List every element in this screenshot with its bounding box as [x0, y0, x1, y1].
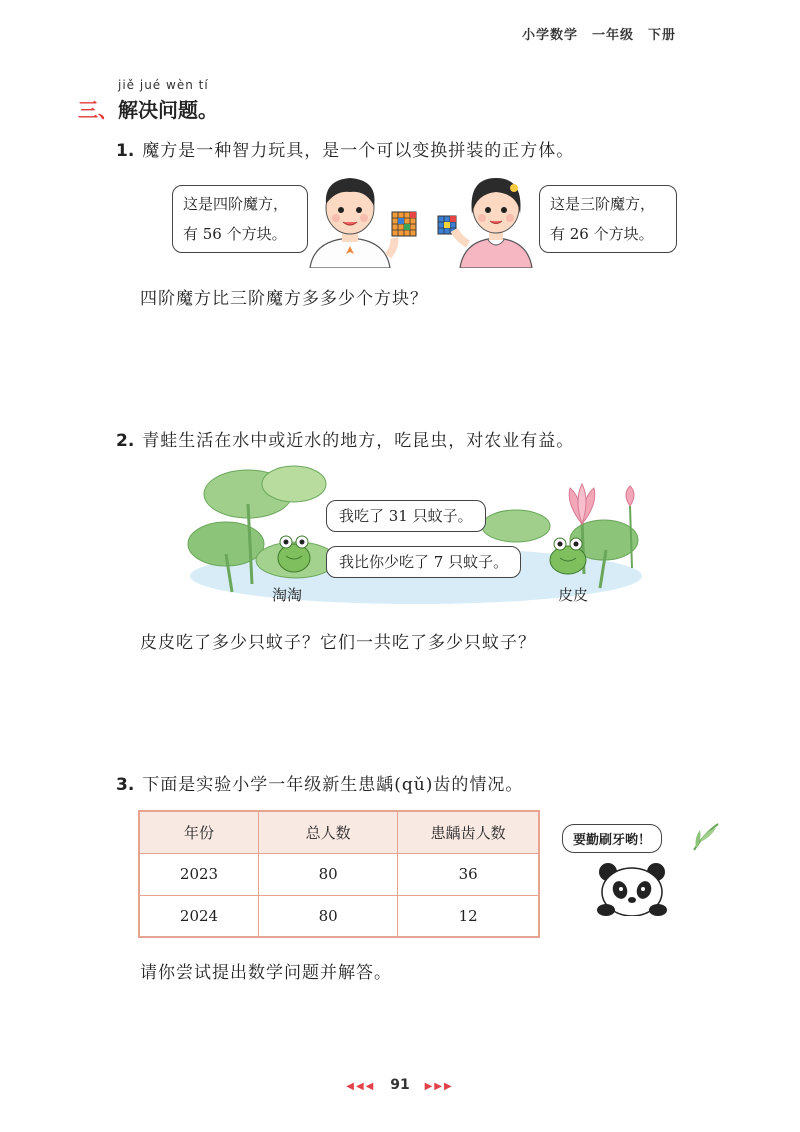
section-pinyin: jiě jué wèn tí: [118, 78, 209, 92]
frog-pipi-icon: [550, 538, 586, 574]
bamboo-leaf-icon: [690, 820, 720, 856]
table-row: [139, 895, 539, 937]
girl-bubble-line-2: 有 26 个方块。: [550, 225, 654, 243]
footer-left-arrows-icon: ◀◀◀: [346, 1081, 376, 1092]
section-title: [78, 94, 218, 123]
question-3: [116, 770, 523, 795]
table-cell: 80: [259, 853, 398, 895]
footer-right-arrows-icon: ▶▶▶: [424, 1081, 454, 1092]
page-footer: [0, 1077, 800, 1093]
table-cell: 36: [398, 853, 539, 895]
table-cell: 2023: [139, 853, 259, 895]
table-header-cell: 年份: [139, 811, 259, 853]
question-2-text: 青蛙生活在水中或近水的地方，吃昆虫，对农业有益。: [142, 431, 575, 451]
question-3-text: 下面是实验小学一年级新生患龋(qǔ)齿的情况。: [142, 775, 524, 795]
girl-bubble-line-1: 这是三阶魔方，: [550, 195, 656, 213]
pipi-speech-bubble: 我比你少吃了 7 只蚊子。: [326, 546, 521, 578]
four-order-cube-icon: [392, 212, 416, 236]
question-2: [116, 426, 574, 451]
question-2-number: 2.: [116, 431, 135, 451]
section-number: 三、: [78, 98, 118, 122]
taotao-speech-bubble: 我吃了 31 只蚊子。: [326, 500, 486, 532]
table-cell: 80: [259, 895, 398, 937]
caries-data-table: [138, 810, 540, 938]
boy-speech-bubble: [172, 185, 308, 253]
table-header-cell: 患龋齿人数: [398, 811, 539, 853]
question-1: [116, 136, 574, 161]
question-1-prompt: 四阶魔方比三阶魔方多多少个方块？: [140, 289, 428, 309]
frog-taotao-label: 淘淘: [272, 586, 303, 604]
table-header-cell: 总人数: [259, 811, 398, 853]
question-1-number: 1.: [116, 141, 135, 161]
table-row: [139, 853, 539, 895]
section-title-text: 解决问题。: [118, 98, 218, 122]
question-3-number: 3.: [116, 775, 135, 795]
table-header-row: [139, 811, 539, 853]
girl-speech-bubble: [539, 185, 677, 253]
page-number: 91: [390, 1077, 410, 1093]
frog-pipi-label: 皮皮: [558, 586, 589, 604]
frog-taotao-icon: [278, 536, 310, 572]
panda-speech-bubble: 要勤刷牙哟！: [562, 824, 662, 853]
running-header: 小学数学 一年级 下册: [521, 28, 676, 43]
boy-with-cube-illustration: [300, 168, 430, 268]
boy-bubble-line-2: 有 56 个方块。: [183, 225, 287, 243]
table-cell: 12: [398, 895, 539, 937]
table-cell: 2024: [139, 895, 259, 937]
girl-with-cube-illustration: [432, 168, 542, 268]
question-2-prompt: 皮皮吃了多少只蚊子？它们一共吃了多少只蚊子？: [140, 633, 536, 653]
question-1-text: 魔方是一种智力玩具，是一个可以变换拼装的正方体。: [142, 141, 575, 161]
boy-bubble-line-1: 这是四阶魔方，: [183, 195, 289, 213]
panda-icon: [594, 860, 670, 916]
question-3-prompt: 请你尝试提出数学问题并解答。: [140, 963, 392, 983]
